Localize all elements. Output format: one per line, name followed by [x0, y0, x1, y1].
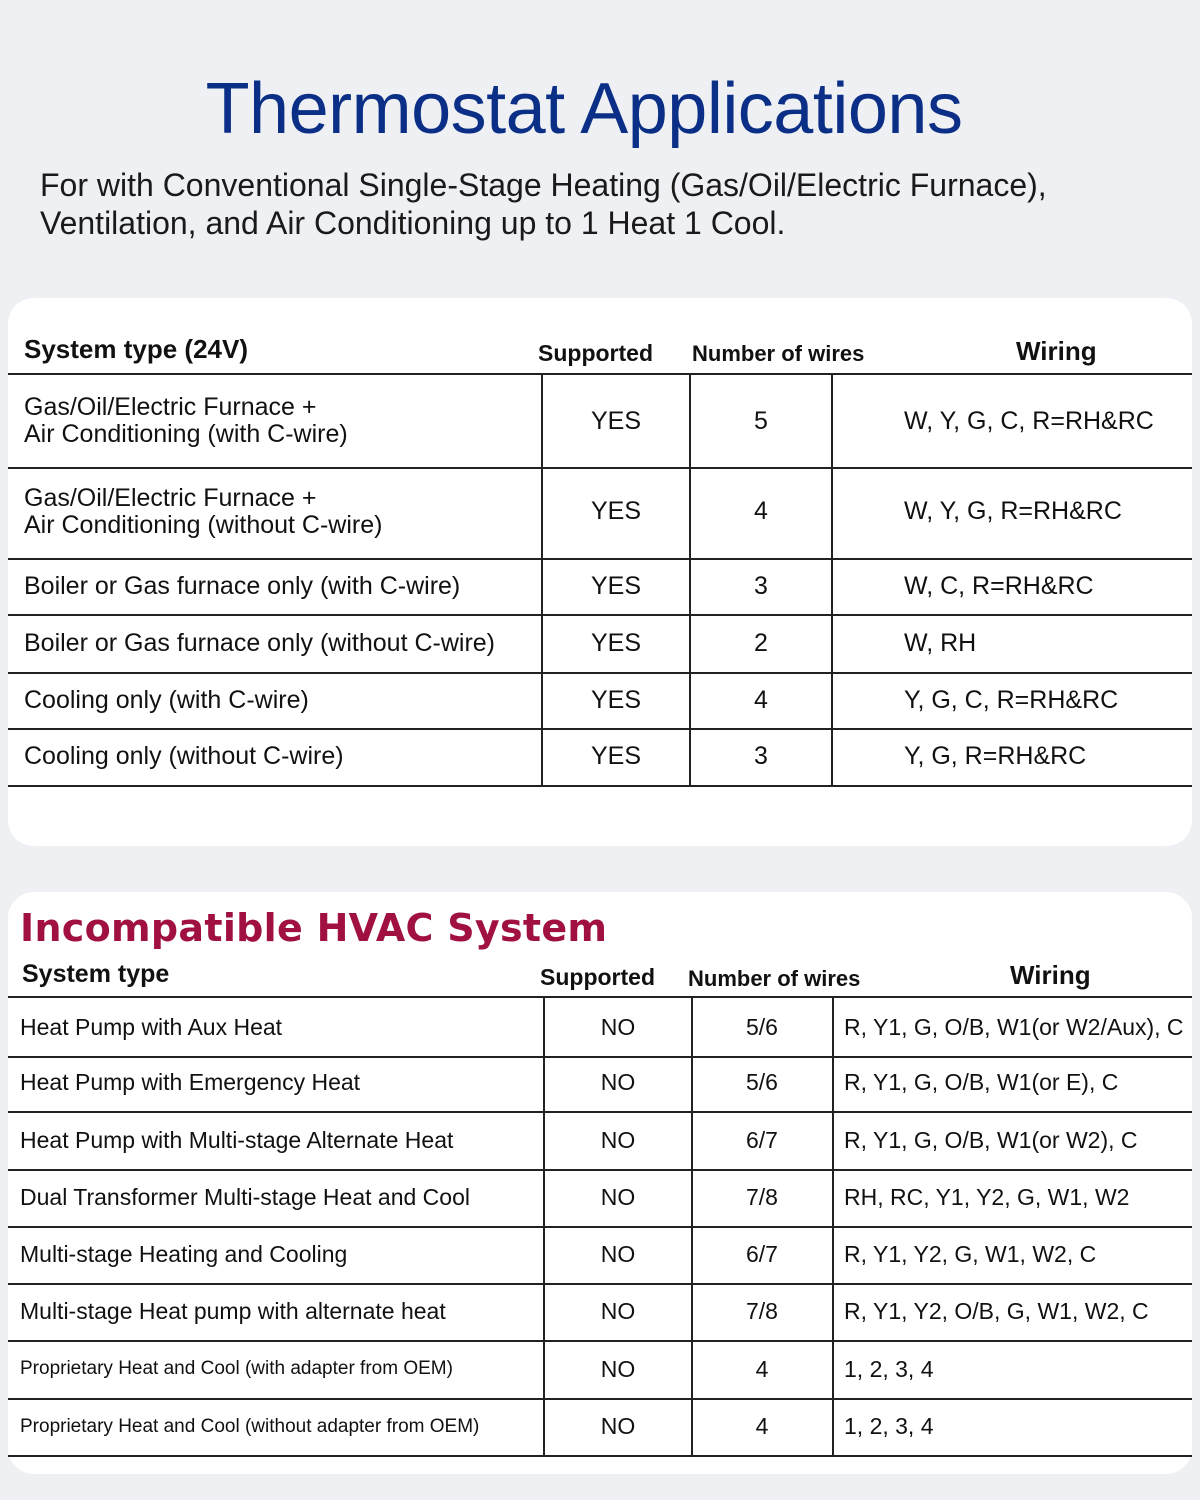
- wiring-cell-text: 1, 2, 3, 4: [844, 1413, 934, 1439]
- wiring-cell-text: R, Y1, Y2, G, W1, W2, C: [844, 1241, 1097, 1267]
- wiring-cell: [844, 1169, 1129, 1226]
- supported-table-row: [8, 672, 1192, 730]
- wire-count-cell: [692, 998, 832, 1056]
- system-type-cell: [20, 1054, 360, 1111]
- supported-cell-text: NO: [600, 1013, 636, 1040]
- supported-cell-text: NO: [600, 1413, 636, 1439]
- system-type-cell-text: Gas/Oil/Electric Furnace + Air Conditioning (without C-wire): [24, 483, 383, 539]
- supported-cell: [544, 1054, 692, 1111]
- wire-count-cell-text: 5: [754, 406, 768, 435]
- page-subtitle: For with Conventional Single-Stage Heating (Gas/Oil/Electric Furnace), Ventilation, and Air Conditioning up to 1 Heat 1 Cool.: [40, 167, 1047, 241]
- wiring-cell: [904, 375, 1154, 467]
- incompatible-table-row: [8, 1340, 1192, 1400]
- column-divider: [832, 1054, 834, 1111]
- wire-count-cell-text: 2: [754, 628, 768, 657]
- wiring-cell-text: W, Y, G, R=RH&RC: [904, 497, 1122, 525]
- wire-count-cell-text: 5/6: [746, 1013, 778, 1040]
- wire-count-cell: [690, 614, 832, 672]
- wiring-cell: [844, 1054, 1118, 1111]
- wire-count-cell: [690, 728, 832, 785]
- wiring-cell-text: W, RH: [904, 628, 977, 657]
- supported-cell: [542, 558, 690, 614]
- supported-cell: [542, 728, 690, 785]
- supported-cell-text: YES: [590, 628, 642, 657]
- wiring-cell-text: Y, G, C, R=RH&RC: [904, 685, 1119, 714]
- wire-count-cell: [692, 1054, 832, 1111]
- wire-count-cell-text: 7/8: [746, 1298, 778, 1324]
- supported-cell: [542, 375, 690, 467]
- supported-cell: [544, 1283, 692, 1340]
- header-wiring: Wiring: [1010, 960, 1091, 990]
- system-type-cell: [20, 1340, 453, 1398]
- system-type-cell: [24, 558, 460, 614]
- wiring-cell: [904, 672, 1118, 728]
- system-type-cell-text: Boiler or Gas furnace only (without C-wire): [24, 628, 495, 657]
- wire-count-cell-text: 5/6: [746, 1069, 778, 1095]
- header-system-type: System type (24V): [24, 334, 248, 364]
- header-supported: Supported: [540, 964, 655, 990]
- system-type-cell-text: Cooling only (with C-wire): [24, 685, 309, 714]
- supported-table-row: [8, 465, 1192, 560]
- supported-cell-text: NO: [600, 1355, 636, 1382]
- column-divider: [832, 1283, 834, 1340]
- system-type-cell-text: Multi-stage Heating and Cooling: [20, 1241, 348, 1267]
- wiring-cell-text: W, C, R=RH&RC: [904, 571, 1094, 600]
- wire-count-cell: [692, 1169, 832, 1226]
- supported-cell-text: YES: [590, 685, 642, 714]
- header-wiring: Wiring: [1016, 336, 1097, 366]
- wire-count-cell: [692, 1226, 832, 1283]
- wiring-cell: [844, 1398, 934, 1455]
- wiring-cell-text: R, Y1, G, O/B, W1(or E), C: [844, 1069, 1119, 1095]
- wiring-cell: [844, 1111, 1138, 1169]
- system-type-cell-text: Heat Pump with Emergency Heat: [20, 1069, 361, 1095]
- incompatible-section-title: Incompatible HVAC System: [20, 906, 608, 950]
- wiring-cell-text: RH, RC, Y1, Y2, G, W1, W2: [844, 1184, 1130, 1210]
- wire-count-cell: [690, 375, 832, 467]
- supported-cell: [544, 998, 692, 1056]
- system-type-cell: [20, 1283, 446, 1340]
- system-type-cell-text: Multi-stage Heat pump with alternate heat: [20, 1298, 446, 1324]
- supported-cell: [544, 1169, 692, 1226]
- system-type-cell-text: Heat Pump with Multi-stage Alternate Heat: [20, 1126, 454, 1153]
- wire-count-cell: [692, 1398, 832, 1455]
- system-type-cell: [20, 998, 282, 1056]
- supported-cell-text: NO: [600, 1241, 636, 1267]
- system-type-cell-text: Gas/Oil/Electric Furnace + Air Conditioning (with C-wire): [24, 393, 348, 448]
- supported-cell-text: YES: [590, 406, 642, 435]
- wire-count-cell: [692, 1283, 832, 1340]
- system-type-cell: [20, 1111, 453, 1169]
- wiring-cell: [844, 1283, 1149, 1340]
- supported-cell-text: NO: [600, 1298, 636, 1324]
- supported-cell: [544, 1111, 692, 1169]
- system-type-cell: [24, 672, 309, 728]
- incompatible-table-row: [8, 1054, 1192, 1113]
- supported-cell-text: YES: [590, 497, 642, 525]
- wiring-cell-text: R, Y1, Y2, O/B, G, W1, W2, C: [844, 1298, 1149, 1324]
- wire-count-cell-text: 3: [754, 571, 768, 600]
- supported-cell: [542, 672, 690, 728]
- incompatible-table-row: [8, 1283, 1192, 1342]
- incompatible-table-row: [8, 1111, 1192, 1171]
- supported-cell-text: NO: [600, 1184, 636, 1210]
- column-divider: [832, 1169, 834, 1226]
- system-type-cell-text: Heat Pump with Aux Heat: [20, 1013, 283, 1040]
- wiring-cell: [844, 1226, 1096, 1283]
- system-type-cell: [20, 1398, 479, 1455]
- header-supported: Supported: [538, 340, 653, 366]
- column-divider: [832, 1398, 834, 1455]
- system-type-cell: [24, 728, 344, 785]
- column-divider: [832, 1340, 834, 1398]
- system-type-cell: [20, 1226, 347, 1283]
- page-title: Thermostat Applications: [205, 69, 963, 149]
- supported-table-row: [8, 373, 1192, 469]
- wiring-cell: [904, 465, 1122, 558]
- wiring-cell-text: 1, 2, 3, 4: [844, 1355, 934, 1382]
- header-number-of-wires: Number of wires: [692, 341, 865, 366]
- incompatible-table-row: [8, 1226, 1192, 1285]
- wire-count-cell-text: 7/8: [746, 1184, 778, 1210]
- wiring-cell-text: R, Y1, G, O/B, W1(or W2), C: [844, 1126, 1138, 1153]
- wire-count-cell: [692, 1340, 832, 1398]
- wire-count-cell-text: 4: [755, 1355, 769, 1382]
- supported-cell: [544, 1398, 692, 1455]
- supported-table-row: [8, 728, 1192, 787]
- wiring-cell-text: Y, G, R=RH&RC: [904, 742, 1087, 770]
- system-type-cell-text: Proprietary Heat and Cool (with adapter from OEM): [20, 1358, 453, 1379]
- wire-count-cell-text: 4: [754, 497, 768, 525]
- supported-cell-text: YES: [590, 742, 642, 770]
- supported-cell-text: NO: [600, 1069, 636, 1095]
- incompatible-table-row: [8, 996, 1192, 1058]
- incompatible-table-row: [8, 1398, 1192, 1457]
- system-type-cell: [24, 375, 348, 467]
- wire-count-cell: [692, 1111, 832, 1169]
- wire-count-cell-text: 6/7: [746, 1241, 778, 1267]
- incompatible-systems-card: [8, 892, 1192, 1474]
- system-type-cell: [20, 1169, 470, 1226]
- wire-count-cell: [690, 558, 832, 614]
- wire-count-cell-text: 3: [754, 742, 768, 770]
- supported-cell-text: NO: [600, 1126, 636, 1153]
- supported-cell: [544, 1226, 692, 1283]
- wiring-cell: [904, 614, 976, 672]
- wiring-cell-text: W, Y, G, C, R=RH&RC: [904, 406, 1154, 435]
- wiring-cell: [844, 998, 1184, 1056]
- supported-cell: [542, 465, 690, 558]
- system-type-cell-text: Cooling only (without C-wire): [24, 742, 344, 770]
- wire-count-cell: [690, 465, 832, 558]
- wire-count-cell-text: 6/7: [746, 1126, 778, 1153]
- supported-cell-text: YES: [590, 571, 642, 600]
- wiring-cell: [904, 728, 1086, 785]
- system-type-cell: [24, 465, 382, 558]
- column-divider: [832, 1226, 834, 1283]
- system-type-cell-text: Dual Transformer Multi-stage Heat and Cool: [20, 1184, 470, 1210]
- wiring-cell: [904, 558, 1094, 614]
- header-number-of-wires: Number of wires: [688, 966, 861, 991]
- column-divider: [832, 998, 834, 1056]
- wiring-cell-text: R, Y1, G, O/B, W1(or W2/Aux), C: [844, 1013, 1184, 1040]
- supported-table-row: [8, 614, 1192, 674]
- header-system-type: System type: [22, 960, 170, 988]
- system-type-cell-text: Proprietary Heat and Cool (without adapter from OEM): [20, 1415, 480, 1437]
- incompatible-table-row: [8, 1169, 1192, 1228]
- supported-cell: [544, 1340, 692, 1398]
- wire-count-cell-text: 4: [755, 1413, 769, 1439]
- system-type-cell-text: Boiler or Gas furnace only (with C-wire): [24, 571, 461, 600]
- supported-systems-card: [8, 298, 1192, 846]
- wire-count-cell-text: 4: [754, 685, 768, 714]
- supported-cell: [542, 614, 690, 672]
- column-divider: [832, 1111, 834, 1169]
- wiring-cell: [844, 1340, 934, 1398]
- system-type-cell: [24, 614, 495, 672]
- wire-count-cell: [690, 672, 832, 728]
- supported-table-row: [8, 558, 1192, 616]
